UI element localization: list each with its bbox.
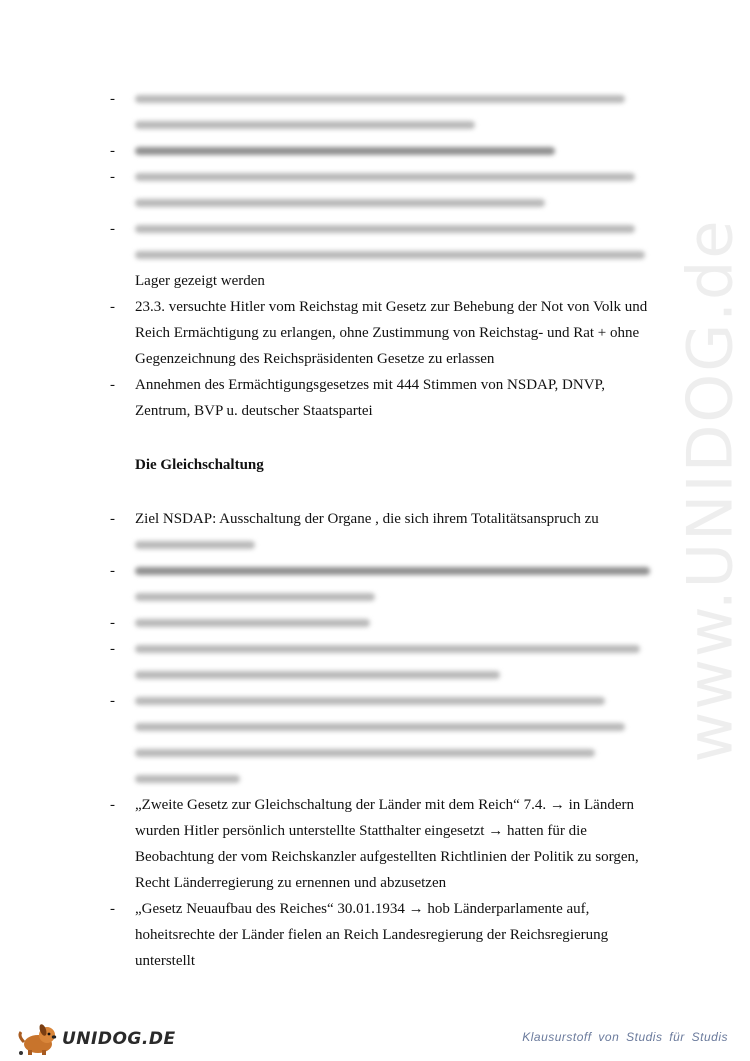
text-line: Ziel NSDAP: Ausschaltung der Organe , die sich ihrem Totalitätsanspruch zu [135, 511, 599, 527]
unidog-logo[interactable] [16, 1022, 176, 1056]
text-line: Annehmen des Ermächtigungsgesetzes mit 444 Stimmen von NSDAP, DNVP, [135, 377, 605, 393]
text-line: Beobachtung der vom Reichskanzler aufgestellten Richtlinien der Politik zu sorgen, [135, 849, 639, 865]
text-line: Recht Länderregierung zu ernennen und abzusetzen [135, 875, 447, 891]
text-line: wurden Hitler persönlich unterstellte Statthalter eingesetzt → hatten für die [135, 823, 587, 839]
footer-tagline: Klausurstoff von Studis für Studis [522, 1030, 728, 1044]
text-line: Reich Ermächtigung zu erlangen, ohne Zustimmung von Reichstag- und Rat + ohne [135, 325, 640, 341]
text-line: „Gesetz Neuaufbau des Reiches“ 30.01.1934 → hob Länderparlamente auf, [135, 901, 590, 917]
section-heading: Die Gleichschaltung [135, 457, 264, 473]
document-page: - - - - Lager gezeigt werden - 23.3. versuchte Hitler vom Reichstag mit Gesetz zur Behebung der Not von Volk und Reich Ermächtigung zu erlangen, ohne Zustimmung von Reichstag- und Rat + ohne Gegenzeichnung des Reichspräsidenten Gesetze zu erlassen - Annehmen des Ermächtigungsgesetzes mit 444 Stimmen von NSDAP, DNVP, Zentrum, BVP u. deutscher Staatspartei Die Gleichschaltung - Ziel NSDAP: Ausschaltung der Organe , die sich ihrem Totalitätsanspruch zu - - - - - „Zweite Gesetz zur Gleichschaltung der Länder mit dem Reich“ 7.4. → in Ländern wurden Hitler persönlich unterstellte Statthalter eingesetzt → hatten für die Beobachtung der vom Reichskanzler aufgestellten Richtlinien der Politik zu sorgen, Recht Länderregierung zu ernennen und abzusetzen - „Gesetz Neuaufbau des Reiches“ 30.01.1934 → hob Länderparlamente auf, hoheitsrechte der Länder fielen an Reich Landesregierung der Reichsregierung unterstellt www.UNIDOG.de UNIDOG.DE Klausurstoff von Studis für Studis [0, 0, 750, 1060]
logo-text: UNIDOG.DE [62, 1029, 176, 1049]
text-line: hoheitsrechte der Länder fielen an Reich Landesregierung der Reichsregierung [135, 927, 609, 943]
text-line: Gegenzeichnung des Reichspräsidenten Gesetze zu erlassen [135, 351, 495, 367]
watermark: www.UNIDOG.de [673, 218, 747, 762]
text-line: Lager gezeigt werden [135, 273, 265, 289]
text-line: 23.3. versuchte Hitler vom Reichstag mit Gesetz zur Behebung der Not von Volk und [135, 299, 648, 315]
text-line: Zentrum, BVP u. deutscher Staatspartei [135, 403, 373, 419]
text-line: unterstellt [135, 953, 195, 969]
text-line: „Zweite Gesetz zur Gleichschaltung der Länder mit dem Reich“ 7.4. → in Ländern [135, 797, 634, 813]
dog-icon [16, 1022, 60, 1056]
